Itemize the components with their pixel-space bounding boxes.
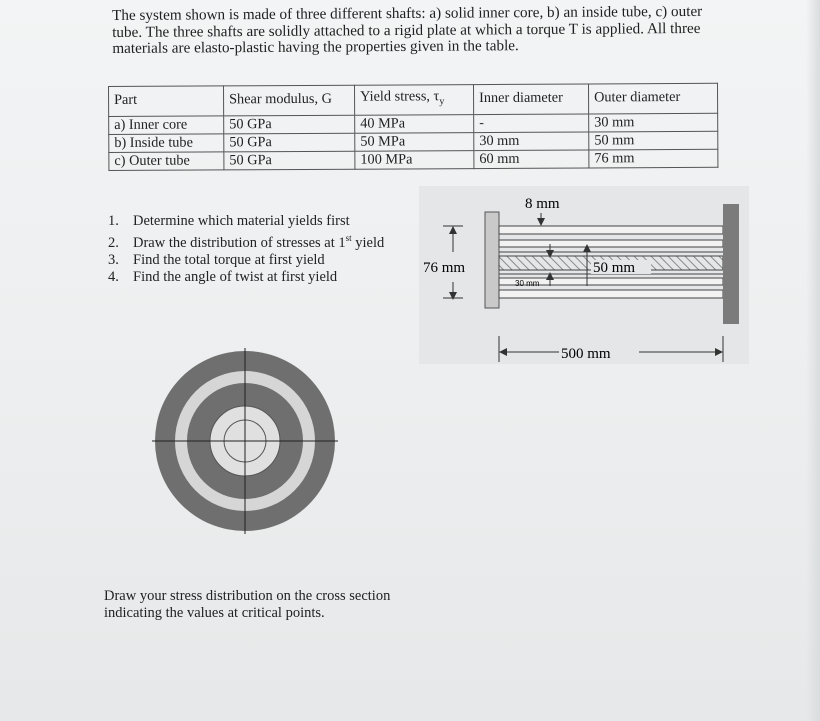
question-list <box>108 213 428 286</box>
inside-tube-top-wall <box>499 240 723 247</box>
cell-outer: 30 mm <box>589 113 718 132</box>
label-8mm: 8 mm <box>525 196 560 212</box>
cell-inner: 60 mm <box>474 150 589 169</box>
cell-yield: 50 MPa <box>355 132 474 151</box>
material-properties-table <box>108 83 718 171</box>
cell-shear: 50 GPa <box>224 133 355 152</box>
cell-inner: - <box>474 114 589 133</box>
outer-tube-top-wall <box>499 226 723 234</box>
list-item: 2. Draw the distribution of stresses at 1st yield <box>108 233 385 251</box>
list-item: 4. Find the angle of twist at first yield <box>108 268 338 285</box>
list-item: 1. Determine which material yields first <box>108 213 350 229</box>
cell-inner: 30 mm <box>474 132 589 151</box>
left-support-plate <box>485 212 499 308</box>
label-30mm: 30 mm <box>515 279 540 288</box>
header-yield-stress: Yield stress, $\tau_y$ <box>354 85 473 115</box>
cell-yield: 100 MPa <box>355 150 474 169</box>
label-76mm: 76 mm <box>423 260 466 276</box>
header-shear-modulus: Shear modulus, G <box>224 85 355 116</box>
cell-part: b) Inside tube <box>109 134 224 153</box>
yield-subscript: y <box>439 96 445 108</box>
table-row <box>109 149 718 170</box>
table-header-row <box>109 83 718 116</box>
cell-shear: 50 GPa <box>224 151 355 170</box>
shaft-cross-section <box>152 348 342 538</box>
outer-tube-bottom-wall <box>499 290 723 298</box>
cell-outer: 50 mm <box>589 131 718 150</box>
cell-part: c) Outer tube <box>109 152 224 171</box>
cell-yield: 40 MPa <box>355 114 474 133</box>
cell-shear: 50 GPa <box>224 115 355 134</box>
page-edge-shadow <box>806 0 820 721</box>
header-part: Part <box>109 86 224 116</box>
instruction-note: Draw your stress distribution on the cross section indicating the values at critical points. <box>104 588 391 621</box>
header-inner-diameter: Inner diameter <box>473 84 588 114</box>
shaft-side-view-diagram <box>419 186 749 376</box>
list-item: 3. Find the total torque at first yield <box>108 251 325 268</box>
header-outer-diameter: Outer diameter <box>588 83 717 114</box>
rigid-end-plate <box>723 204 739 324</box>
label-50mm: 50 mm <box>593 260 636 276</box>
cell-outer: 76 mm <box>589 149 718 168</box>
problem-statement: The system shown is made of three different shafts: a) solid inner core, b) an inside tube, c) outer tube. The three shafts are solidly attached to a rigid plate at which a torque T is applied. All three materials are elasto-plastic having the properties given in the table. <box>111 2 703 57</box>
label-500mm: 500 mm <box>561 346 611 362</box>
diagram-background <box>419 186 749 364</box>
cell-part: a) Inner core <box>109 116 224 135</box>
